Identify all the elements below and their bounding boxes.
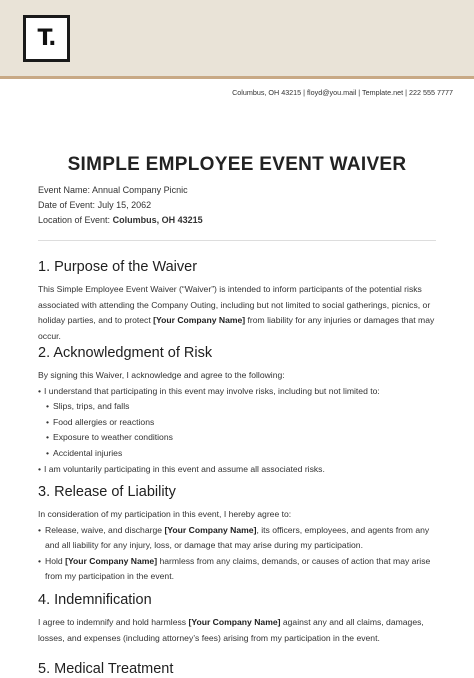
logo: T. — [23, 15, 70, 62]
contact-info: Columbus, OH 43215 | floyd@you.mail | Template.net | 222 555 7777 — [232, 88, 453, 97]
list-item-text: Hold — [45, 555, 63, 566]
section-heading: 1. Purpose of the Waiver — [38, 259, 198, 275]
list-item — [38, 554, 438, 585]
list-item-text: Accidental injuries — [53, 447, 123, 458]
section-intro: By signing this Waiver, I acknowledge and agree to the following: — [38, 370, 285, 380]
section-risk — [38, 344, 438, 477]
event-name-label: Event Name: — [38, 185, 91, 195]
event-details — [38, 183, 203, 228]
bullet-icon: • — [46, 401, 50, 412]
sub-list-item — [38, 430, 438, 446]
section-paragraph — [38, 615, 438, 646]
event-location-value: Columbus, OH 43215 — [112, 215, 203, 225]
list-item-text: harmless from any claims, demands, or causes of action that may arise from my participation in the event. — [45, 555, 431, 582]
bullet-icon: • — [46, 432, 50, 443]
section-divider — [38, 240, 436, 241]
list-item — [38, 384, 438, 400]
list-item-text: I am voluntarily participating in this event and assume all associated risks. — [44, 463, 325, 474]
event-location-label: Location of Event: — [38, 215, 111, 225]
company-placeholder: [Your Company Name] — [65, 555, 158, 566]
list-item-text: Slips, trips, and falls — [53, 401, 130, 412]
section-medical — [38, 660, 438, 678]
section-heading: 2. Acknowledgment of Risk — [38, 345, 213, 361]
event-name-value: Annual Company Picnic — [92, 185, 188, 195]
sub-list-item — [38, 399, 438, 415]
sub-list-item — [38, 446, 438, 462]
list-item-text: Exposure to weather conditions — [53, 432, 173, 443]
document-title: SIMPLE EMPLOYEE EVENT WAIVER — [67, 154, 407, 175]
bullet-icon: • — [38, 385, 42, 396]
list-item — [38, 462, 438, 478]
header-band — [0, 0, 474, 76]
list-item — [38, 523, 438, 554]
bullet-icon: • — [46, 447, 50, 458]
sub-list-item — [38, 415, 438, 431]
paragraph-text: I agree to indemnify and hold harmless — [38, 617, 187, 627]
paragraph-text: from liability for any injuries or damages that may occur. — [38, 315, 435, 341]
risk-list — [38, 384, 438, 478]
event-date-line — [38, 198, 203, 213]
bullet-icon: • — [46, 416, 50, 427]
event-location-line — [38, 213, 203, 228]
list-item-text: I understand that participating in this event may involve risks, including but not limited to: — [44, 385, 380, 396]
section-intro: In consideration of my participation in this event, I hereby agree to: — [38, 509, 292, 519]
event-date-label: Date of Event: — [38, 200, 96, 210]
section-paragraph — [38, 282, 438, 344]
section-heading: 4. Indemnification — [38, 592, 152, 608]
section-release — [38, 483, 438, 585]
event-date-value: July 15, 2062 — [97, 200, 152, 210]
company-placeholder: [Your Company Name] — [164, 524, 257, 535]
section-purpose — [38, 258, 438, 344]
company-placeholder: [Your Company Name] — [188, 617, 281, 627]
section-heading: 3. Release of Liability — [38, 484, 176, 500]
list-item-text: Food allergies or reactions — [53, 416, 155, 427]
bullet-icon: • — [38, 555, 42, 566]
bullet-icon: • — [38, 463, 42, 474]
company-placeholder: [Your Company Name] — [153, 315, 246, 326]
paragraph-text: against any and all claims, damages, losses, and expenses (including attorney’s fees) arising from my participation in the event. — [38, 617, 424, 643]
release-list — [38, 523, 438, 585]
section-indemnification — [38, 591, 438, 646]
section-heading: 5. Medical Treatment — [38, 661, 174, 677]
bullet-icon: • — [38, 524, 42, 535]
event-name-line — [38, 183, 203, 198]
paragraph-text: This Simple Employee Event Waiver (“Waiver”) is intended to inform participants of the potential risks associated with attending the Company Outing, including but not limited to social gatherings, picnics, or holiday parties, and to protect — [38, 284, 431, 326]
list-item-text: Release, waive, and discharge — [45, 524, 163, 535]
header-divider — [0, 76, 474, 79]
list-item-text: , its officers, employees, and agents from any and all liability for any injury, loss, or damage that may arise during my participation. — [45, 524, 430, 551]
